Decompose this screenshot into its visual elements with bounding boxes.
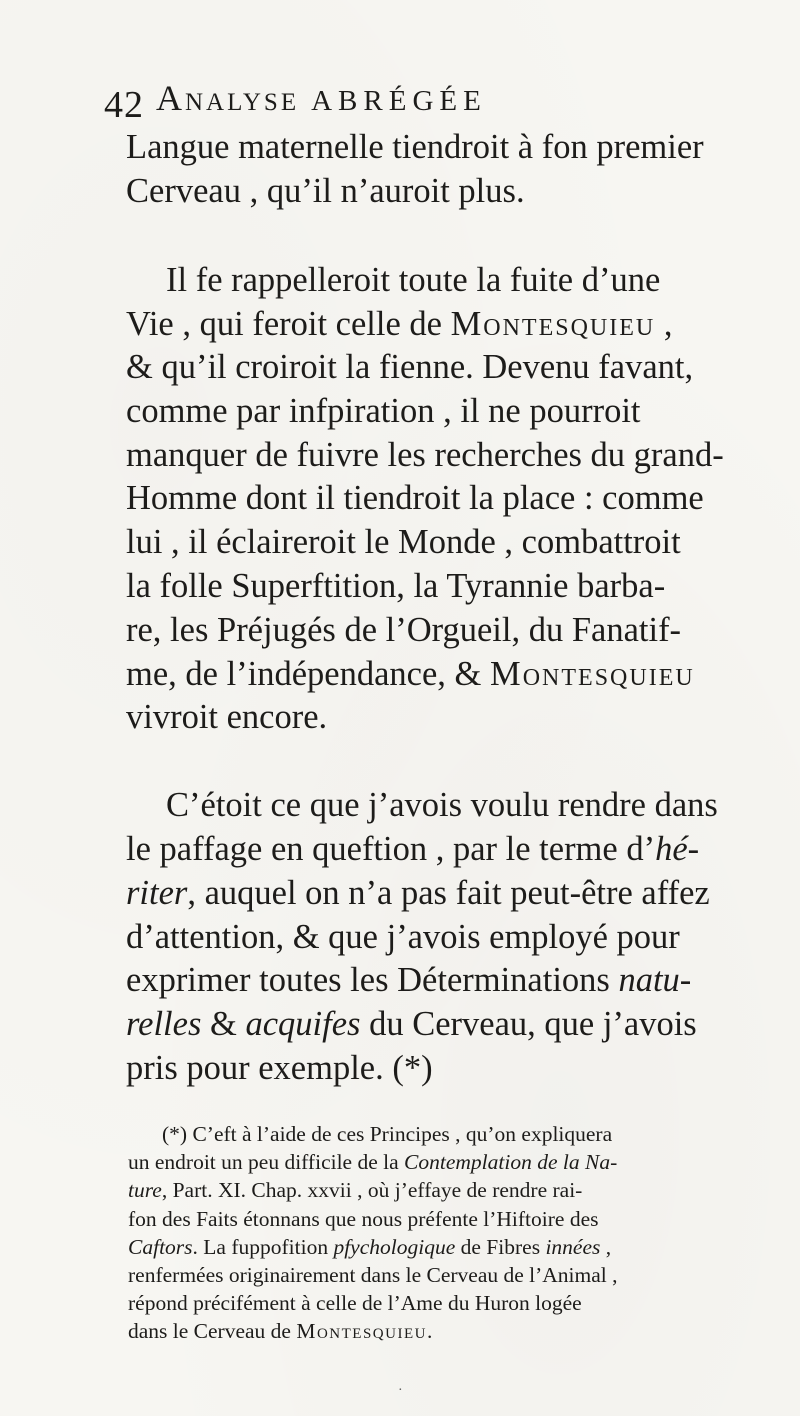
author-name: Montesquieu (450, 305, 656, 343)
footnote-line: dans le Cerveau de Montesquieu. (128, 1319, 433, 1343)
text-line: Homme dont il tiendroit la place : comme (126, 479, 704, 517)
running-title-first-word: Analyse (156, 78, 300, 118)
text-line: riter, auquel on n’a pas fait peut-être affez (126, 874, 710, 912)
text-line: comme par infpiration , il ne pourroit (126, 392, 641, 430)
text-line: Langue maternelle tiendroit à fon premier (126, 128, 704, 166)
footnote-line: renfermées originairement dans le Cerveau de l’Animal , (128, 1263, 618, 1287)
author-name: Montesquieu (490, 655, 695, 693)
text-line: pris pour exemple. (*) (126, 1049, 433, 1087)
footnote-line: un endroit un peu difficile de la Contemplation de la Na- (128, 1150, 618, 1174)
text-line: vivroit encore. (126, 698, 328, 736)
text-line: Vie , qui feroit celle de Montesquieu , (126, 305, 673, 343)
running-title-second-word: ABRÉGÉE (311, 85, 487, 117)
text-line: la folle Superftition, la Tyrannie barba- (126, 567, 666, 605)
text-line: re, les Préjugés de l’Orgueil, du Fanatif- (126, 611, 682, 649)
text-line: relles & acquifes du Cerveau, que j’avois (126, 1005, 697, 1043)
footnote-line: (*) C’eft à l’aide de ces Principes , qu’on expliquera (162, 1122, 613, 1146)
text-line: le paffage en queftion , par le terme d’hé- (126, 830, 700, 868)
footnote-line: ture, Part. XI. Chap. xxvii , où j’effaye de rendre rai- (128, 1178, 583, 1202)
text-line: exprimer toutes les Déterminations natu- (126, 961, 692, 999)
text-line: C’étoit ce que j’avois voulu rendre dans (166, 786, 718, 824)
text-line: & qu’il croiroit la fienne. Devenu favant, (126, 348, 694, 386)
ink-speck-decoration: · (398, 1383, 403, 1398)
text-line: Il fe rappelleroit toute la fuite d’une (166, 261, 661, 299)
author-name: Montesquieu (296, 1319, 427, 1343)
footnote-line: Caftors. La fuppofition pfychologique de Fibres innées , (128, 1235, 612, 1259)
text-line: lui , il éclaireroit le Monde , combattroit (126, 523, 681, 561)
text-line: me, de l’indépendance, & Montesquieu (126, 655, 695, 693)
text-line: Cerveau , qu’il n’auroit plus. (126, 172, 525, 210)
footnote-line: répond précifément à celle de l’Ame du Huron logée (128, 1291, 582, 1315)
page-number: 42 (104, 84, 144, 126)
text-line: d’attention, & que j’avois employé pour (126, 918, 680, 956)
footnote-line: fon des Faits étonnans que nous préfente l’Hiftoire des (128, 1207, 599, 1231)
text-line: manquer de fuivre les recherches du grand- (126, 436, 724, 474)
